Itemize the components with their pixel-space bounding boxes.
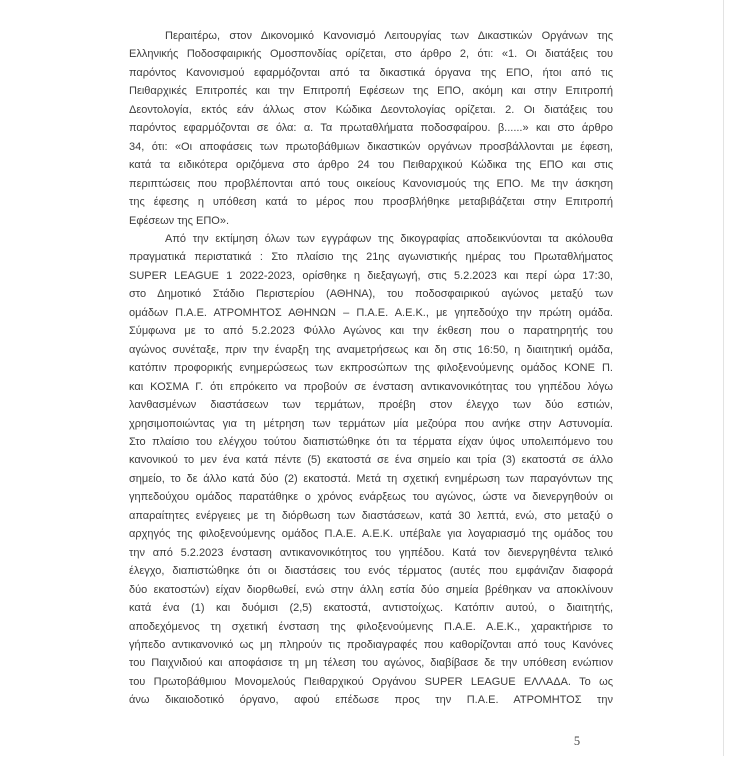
text-line: του Πρωτοβάθμιου Μονομελούς Πειθαρχικού Οργάνου SUPER LEAGUE ΕΛΛΑΔΑ. Το ως [129, 675, 613, 688]
text-line: κατά ένα (1) και δυόμισι (2,5) εκατοστά, αντιστοίχως. Κατόπιν αυτού, ο διαιτητής, [129, 602, 613, 615]
text-line: ομάδων Π.Α.Ε. ΑΤΡΟΜΗΤΟΣ ΑΘΗΝΩΝ – Π.Α.Ε. Α.Ε.Κ., με γηπεδούχο την πρώτη ομάδα. [129, 306, 613, 319]
text-line: παρόντος εφαρμόζονται σε όλα: α. Τα πρωταθλήματα ποδοσφαίρου. β......» και στο άρθρο [129, 122, 613, 135]
text-line: περιπτώσεις που προβλέπονται από τους οικείους Κανονισμούς της ΕΠΟ. Με την άσκηση [129, 177, 613, 190]
text-line: Περαιτέρω, στον Δικονομικό Κανονισμό Λειτουργίας των Δικαστικών Οργάνων της [165, 30, 613, 42]
text-line: γηπεδούχου ομάδος παρατάθηκε ο χρόνος ενάρξεως του αγώνος, ώστε να διενεργηθούν οι [129, 491, 613, 504]
text-line: άνω δικαιοδοτικό όργανο, αφού επέδωσε προς την Π.Α.Ε. ΑΤΡΟΜΗΤΟΣ την [129, 694, 613, 707]
text-line: Εφέσεων της ΕΠΟ». [129, 214, 230, 227]
text-line: και ΚΟΣΜΑ Γ. ότι επρόκειτο να προβούν σε ένσταση αντικανονικότητας του γηπέδου λόγω [129, 380, 613, 393]
text-line: SUPER LEAGUE 1 2022-2023, ορίσθηκε η διεξαγωγή, στις 5.2.2023 και περί ώρα 17:30, [129, 269, 613, 282]
text-line: την από 5.2.2023 ένσταση αντικανονικότητος του γηπέδου. Κατά τον διενεργηθέντα τελικό [129, 546, 613, 559]
paragraph [129, 27, 613, 230]
text-line: απαραίτητες ενέργειες με τη διόρθωση των διαστάσεων, κατά 30 λεπτά, ενώ, στο μεταξύ ο [129, 509, 613, 522]
text-line: του Παιχνιδιού και αποφάσισε τη μη τέλεση του αγώνος, διαβίβασε δε την υπόθεση ενώπιον [129, 657, 613, 670]
text-line: λανθασμένων διαστάσεων των τερμάτων, προέβη στον έλεγχο των δύο εστιών, [129, 399, 613, 412]
text-line: Ελληνικής Ποδοσφαιρικής Ομοσπονδίας ορίζεται, στο άρθρο 2, ότι: «1. Οι διατάξεις του [129, 48, 613, 61]
paragraph [129, 230, 613, 710]
text-line: έλεγχο, διαπιστώθηκε ότι οι διαστάσεις του ενός τέρματος (αυτές που εμφάνιζαν διαφορά [129, 565, 613, 578]
text-line: πραγματικά περιστατικά : Στο πλαίσιο της 21ης αγωνιστικής ημέρας του Πρωταθλήματος [129, 251, 613, 264]
text-line: Στο πλαίσιο του ελέγχου τούτου διαπιστώθηκε ότι τα τέρματα είχαν ύψος υπολειπόμενο του [129, 435, 613, 448]
text-line: δύο εκατοστών) είχαν διορθωθεί, ενώ στην άλλη εστία δύο σημεία βρέθηκαν να αποκλίνουν [129, 583, 613, 596]
text-line: παρόντος Κανονισμού εφαρμόζονται από τα δικαστικά όργανα της ΕΠΟ, ήτοι από τις [129, 66, 613, 79]
text-line: στο Δημοτικό Στάδιο Περιστερίου (ΑΘΗΝΑ), του ποδοσφαιρικού αγώνος μεταξύ των [129, 288, 613, 301]
text-line: Σύμφωνα με το από 5.2.2023 Φύλλο Αγώνος και την έκθεση που ο παρατηρητής του [129, 325, 613, 338]
text-line: Δεοντολογία, εκτός εάν άλλως στον Κώδικα Δεοντολογίας ορίζεται. 2. Οι διατάξεις του [129, 103, 613, 116]
text-line: αγώνος συνέταξε, πριν την έναρξη της αναμετρήσεως και δη στις 16:50, η διαιτητική ομάδα, [129, 343, 613, 356]
text-line: αρχηγός της φιλοξενούμενης ομάδος Π.Α.Ε. Α.Ε.Κ. υπέβαλε για λογαριασμό της ομάδος του [129, 528, 613, 541]
text-line: κανονικού το μεν ένα κατά πέντε (5) εκατοστά σε ένα σημείο και τρία (3) εκατοστά σε άλλο [129, 454, 613, 467]
text-block [129, 27, 613, 710]
text-line: κατόπιν προφορικής ενημερώσεως των εκπροσώπων της φιλοξενούμενης ομάδος ΚΟΝΕ Π. [129, 362, 613, 375]
text-line: 34, ότι: «Οι αποφάσεις των πρωτοβάθμιων δικαστικών οργάνων προσβάλλονται με έφεση, [129, 140, 613, 153]
text-line: αποδεχόμενος τη σχετική ένσταση της φιλοξενούμενης Π.Α.Ε. Α.Ε.Κ., χαρακτήρισε το [129, 620, 613, 633]
text-line: χρησιμοποιώντας για τη μέτρηση των τερμάτων μία μεζούρα που ανήκε στην Αστυνομία. [129, 417, 613, 430]
text-line: Πειθαρχικές Επιτροπές και την Επιτροπή Εφέσεων της ΕΠΟ, ακόμη και στην Επιτροπή [129, 85, 613, 98]
text-line: της έφεσης η υπόθεση κατά το μέρος που προσβλήθηκε μεταβιβάζεται στην Επιτροπή [129, 196, 613, 209]
text-line: γήπεδο αντικανονικό ως μη πληρούν τις προδιαγραφές που καθορίζονται από τους Κανόνες [129, 638, 613, 651]
text-line: σημείο, το δε άλλο κατά δύο (2) εκατοστά. Μετά τη σχετική ενημέρωση των παραγόντων της [129, 472, 613, 485]
page-number: 5 [573, 734, 581, 748]
text-line: Από την εκτίμηση όλων των εγγράφων της δικογραφίας αποδεικνύονται τα ακόλουθα [165, 232, 613, 245]
page-edge-line [723, 0, 724, 756]
text-line: κατά τα ειδικότερα οριζόμενα στο άρθρο 24 του Πειθαρχικού Κώδικα της ΕΠΟ και στις [129, 159, 613, 172]
